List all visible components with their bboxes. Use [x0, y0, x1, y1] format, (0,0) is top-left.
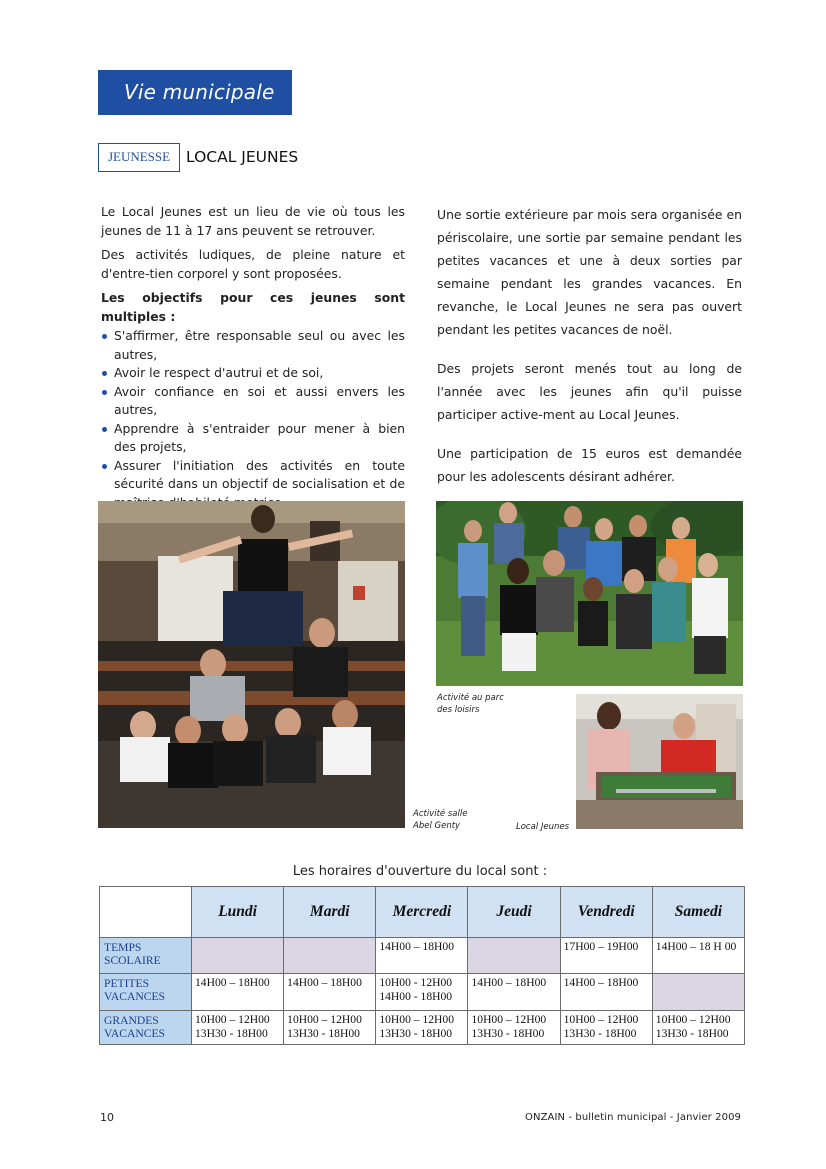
- table-header-row: [100, 887, 745, 938]
- hours-line: 14H00 – 18H00: [563, 976, 639, 989]
- outings-paragraph: Une sortie extérieure par mois sera organisée en périscolaire, une sortie par semaine pendant les petites vacances et une à deux sorties par semaine pendant les grandes vacances. En revanche, le Local Jeunes ne sera pas ouvert pendant les petites vacances de noël.: [437, 207, 742, 337]
- hours-line: 14H00 – 18H00: [195, 976, 270, 989]
- day-header: Lundi: [192, 887, 284, 938]
- hours-line: 17H00 – 19H00: [563, 940, 639, 953]
- activities-paragraph: Des activités ludiques, de pleine nature et d'entre-tien corporel y sont proposées.: [101, 247, 405, 281]
- day-header: Vendredi: [560, 887, 652, 938]
- hours-line: 10H00 – 12H00: [287, 1013, 362, 1026]
- schedule-title: Les horaires d'ouverture du local sont :: [292, 864, 548, 879]
- table-cell: [192, 974, 284, 1011]
- category-tag: JEUNESSE: [98, 143, 180, 172]
- table-cell: [560, 974, 652, 1011]
- hours-line: 10H00 – 12H00: [195, 1013, 270, 1026]
- table-row: [100, 938, 745, 974]
- day-header: Jeudi: [468, 887, 560, 938]
- projects-paragraph: Des projets seront menés tout au long de l'année avec les jeunes afin qu'il puisse participer active-ment au Local Jeunes.: [437, 361, 742, 422]
- table-cell: [284, 974, 376, 1011]
- table-cell: [192, 938, 284, 974]
- fee-paragraph: Une participation de 15 euros est demandée pour les adolescents désirant adhérer.: [437, 446, 742, 484]
- table-cell: [652, 974, 744, 1011]
- hours-line: 10H00 – 12H00: [563, 1013, 639, 1026]
- list-item: Avoir confiance en soi et aussi envers les autres,: [101, 383, 405, 420]
- row-label-line: TEMPS: [104, 941, 142, 954]
- photo-local-jeunes: [576, 694, 743, 829]
- row-label: [100, 1011, 192, 1045]
- table-row: [100, 1011, 745, 1045]
- row-label-line: VACANCES: [104, 1027, 165, 1040]
- table-cell: [376, 1011, 468, 1045]
- hours-line: 14H00 – 18H00: [471, 976, 547, 989]
- caption-line: Activité salle: [413, 809, 468, 819]
- hours-line: 13H30 - 18H00: [563, 1027, 637, 1040]
- day-header: Samedi: [652, 887, 744, 938]
- table-cell: [652, 938, 744, 974]
- page-title: LOCAL JEUNES: [186, 148, 299, 166]
- table-cell: [284, 1011, 376, 1045]
- table-cell: [376, 974, 468, 1011]
- page-number: 10: [100, 1111, 114, 1124]
- hours-line: 13H30 - 18H00: [655, 1027, 729, 1040]
- table-corner: [100, 887, 192, 938]
- table-cell: [284, 938, 376, 974]
- caption-line: Abel Genty: [413, 821, 461, 831]
- objectives-list: [101, 327, 405, 512]
- row-label-line: PETITES: [104, 977, 150, 990]
- row-label-line: SCOLAIRE: [104, 954, 161, 967]
- list-item: Apprendre à s'entraider pour mener à bien des projets,: [101, 420, 405, 457]
- hours-line: 10H00 - 12H00: [379, 976, 453, 989]
- section-banner: Vie municipale: [98, 70, 292, 115]
- row-label-line: VACANCES: [104, 990, 165, 1003]
- table-cell: [652, 1011, 744, 1045]
- caption-line: des loisirs: [437, 705, 480, 715]
- left-column: [101, 203, 405, 512]
- hours-line: 10H00 – 12H00: [379, 1013, 455, 1026]
- hours-line: 13H30 - 18H00: [379, 1027, 453, 1040]
- row-label: [100, 974, 192, 1011]
- caption-local: Local Jeunes: [516, 822, 570, 832]
- hours-line: 13H30 - 18H00: [287, 1027, 360, 1040]
- table-row: [100, 974, 745, 1011]
- table-cell: [376, 938, 468, 974]
- hours-line: 13H30 - 18H00: [195, 1027, 268, 1040]
- photo-activite-parc: [436, 501, 743, 686]
- hours-line: 10H00 – 12H00: [471, 1013, 547, 1026]
- table-cell: [468, 974, 560, 1011]
- list-item: Avoir le respect d'autrui et de soi,: [101, 364, 405, 383]
- table-cell: [192, 1011, 284, 1045]
- row-label: [100, 938, 192, 974]
- caption-parc: [437, 692, 504, 716]
- table-cell: [468, 938, 560, 974]
- right-column: [437, 203, 742, 504]
- list-item: S'affirmer, être responsable seul ou avec les autres,: [101, 327, 405, 364]
- table-cell: [468, 1011, 560, 1045]
- table-cell: [560, 938, 652, 974]
- list-item: Assurer l'initiation des activités en toute sécurité dans un objectif de socialisation et de: [101, 457, 405, 513]
- hours-line: 13H30 - 18H00: [471, 1027, 545, 1040]
- hours-line: 10H00 – 12H00: [655, 1013, 731, 1026]
- hours-line: 14H00 – 18H00: [379, 940, 455, 953]
- intro-paragraph: Le Local Jeunes est un lieu de vie où tous les jeunes de 11 à 17 ans peuvent se retrouver.: [101, 204, 405, 238]
- hours-line: 14H00 – 18H00: [287, 976, 362, 989]
- hours-line: 14H00 - 18H00: [379, 990, 453, 1003]
- photo-activite-salle: [98, 501, 405, 828]
- table-cell: [560, 1011, 652, 1045]
- caption-line: Activité au parc: [437, 693, 504, 703]
- day-header: Mercredi: [376, 887, 468, 938]
- publication-footer: ONZAIN - bulletin municipal - Janvier 2009: [525, 1112, 741, 1123]
- objectives-heading: Les objectifs pour ces jeunes sont multiples :: [101, 290, 405, 324]
- hours-line: 14H00 – 18 H 00: [655, 940, 737, 953]
- day-header: Mardi: [284, 887, 376, 938]
- schedule-table: [99, 886, 745, 1045]
- row-label-line: GRANDES: [104, 1014, 159, 1027]
- caption-salle: [413, 808, 467, 832]
